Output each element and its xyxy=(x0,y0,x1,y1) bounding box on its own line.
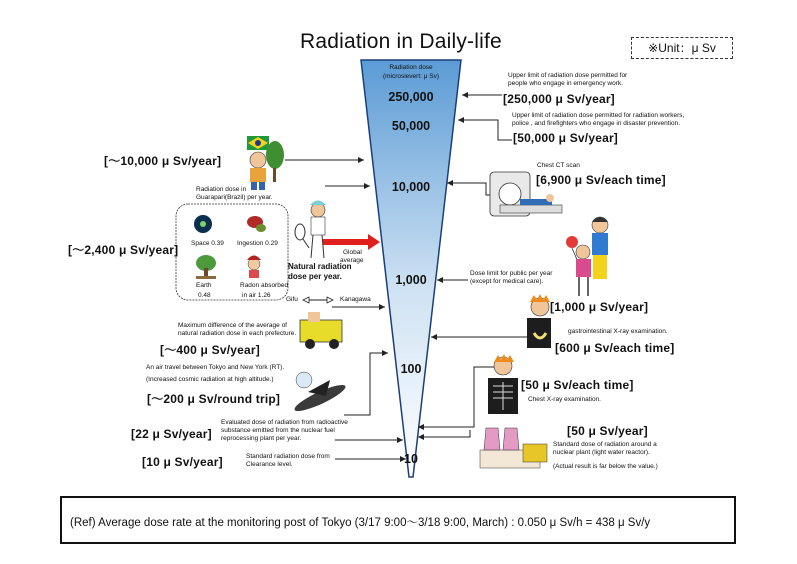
air-value: [～200 μ Sv/round trip] xyxy=(147,392,281,406)
airplane-icon xyxy=(292,372,348,415)
reprocessing-value: [22 μ Sv/year] xyxy=(131,427,212,441)
emergency-value: [250,000 μ Sv/year] xyxy=(503,92,615,106)
plant-desc-1: Standard dose of radiation around a xyxy=(553,441,657,448)
nuclear-plant-icon xyxy=(480,428,547,468)
scale-label-10000: 10,000 xyxy=(391,180,431,194)
workers-value: [50,000 μ Sv/year] xyxy=(513,131,619,145)
gi-desc: gastrointestinal X-ray examination. xyxy=(568,328,668,335)
public-desc-1: Dose limit for public per year xyxy=(470,270,553,277)
air-desc-2: (Increased cosmic radiation at high altitude.) xyxy=(146,376,274,383)
earth-value: 0.48 xyxy=(198,292,211,299)
prefecture-desc-2: natural radiation dose in each prefecture. xyxy=(178,330,297,337)
page-title: Radiation in Daily-life xyxy=(300,30,502,53)
workers-desc-1: Upper limit of radiation dose permitted for radiation workers, xyxy=(512,112,685,119)
arrow-chest xyxy=(418,367,497,427)
plant-value: [50 μ Sv/year] xyxy=(567,424,648,438)
guarapari-desc-1: Radiation dose in xyxy=(196,186,247,193)
gi-xray-icon xyxy=(527,294,551,348)
truck-icon xyxy=(300,312,342,349)
reprocessing-desc-2: substance emitted from the nuclear fuel xyxy=(221,427,335,434)
children-icon xyxy=(566,217,608,296)
unit-label: ※Unit：μ Sv xyxy=(631,37,733,59)
clearance-desc-2: Clearance level. xyxy=(246,461,293,468)
emergency-desc-2: people who engage in emergency work. xyxy=(508,80,623,87)
scale-label-100: 100 xyxy=(400,362,422,376)
global-average-arrow xyxy=(323,239,368,245)
guarapari-desc-2: Guarapari(Brazil) per year. xyxy=(196,194,273,201)
scale-label-250000: 250,000 xyxy=(388,90,434,104)
scale-label-50000: 50,000 xyxy=(391,119,431,133)
scale-label-10: 10 xyxy=(404,452,418,466)
brazil-person-icon xyxy=(247,136,284,190)
reprocessing-desc-1: Evaluated dose of radiation from radioactive xyxy=(221,419,348,426)
chest-desc: Chest X-ray examination. xyxy=(528,396,601,403)
clearance-value: [10 μ Sv/year] xyxy=(142,455,223,469)
emergency-desc-1: Upper limit of radiation dose permitted for xyxy=(508,72,628,79)
clearance-desc-1: Standard radiation dose from xyxy=(246,453,330,460)
global-average-label-2: average xyxy=(340,257,364,264)
earth-label: Earth xyxy=(196,282,212,289)
gi-value: [600 μ Sv/each time] xyxy=(555,341,675,355)
ingestion-label: Ingestion 0.29 xyxy=(237,240,278,247)
public-desc-2: (except for medical care). xyxy=(470,278,544,285)
global-average-label-1: Global xyxy=(343,249,362,256)
reference-box xyxy=(60,496,736,544)
space-label: Space 0.39 xyxy=(191,240,224,247)
ct-value: [6,900 μ Sv/each time] xyxy=(536,173,666,187)
plant-desc-3: (Actual result is far below the value.) xyxy=(553,463,658,470)
scale-label-1000: 1,000 xyxy=(395,273,427,287)
chest-xray-icon xyxy=(488,354,518,414)
radon-label-2: in air 1.26 xyxy=(242,292,271,299)
public-value: [1,000 μ Sv/year] xyxy=(550,300,649,314)
natural-label-2: dose per year. xyxy=(288,272,342,281)
tennis-player-icon xyxy=(295,201,326,259)
arrow-plant xyxy=(418,430,470,437)
prefecture-desc-1: Maximum difference of the average of xyxy=(178,322,287,329)
arrow-workers xyxy=(458,120,512,140)
natural-value: [～2,400 μ Sv/year] xyxy=(68,243,179,257)
chest-value: [50 μ Sv/each time] xyxy=(521,378,634,392)
air-desc-1: An air travel between Tokyo and New York (RT). xyxy=(146,364,285,371)
plant-desc-2: nuclear plant (light water reactor). xyxy=(553,449,650,456)
gifu-label: Gifu xyxy=(286,296,298,303)
funnel-header-line2: (microsievert: μ Sv) xyxy=(382,73,440,80)
radon-label-1: Radon absorbed xyxy=(240,282,289,289)
reference-text: (Ref) Average dose rate at the monitoring post of Tokyo (3/17 9:00～3/18 9:00, March) : 0.050 μ Sv/h = 438 μ Sv/y xyxy=(70,517,651,529)
prefecture-value: [～400 μ Sv/year] xyxy=(160,343,260,357)
funnel-header-line1: Radiation dose xyxy=(389,64,433,71)
radon-person-icon xyxy=(247,256,261,279)
kanagawa-label: Kanagawa xyxy=(340,296,371,303)
space-icon xyxy=(194,215,212,233)
workers-desc-2: police , and firefighters who engage in disaster prevention. xyxy=(512,120,681,127)
natural-label-1: Natural radiation xyxy=(288,262,352,271)
reprocessing-desc-3: reprocessing plant per year. xyxy=(221,435,302,442)
guarapari-value: [～10,000 μ Sv/year] xyxy=(104,154,222,168)
ct-desc: Chest CT scan xyxy=(537,162,580,169)
